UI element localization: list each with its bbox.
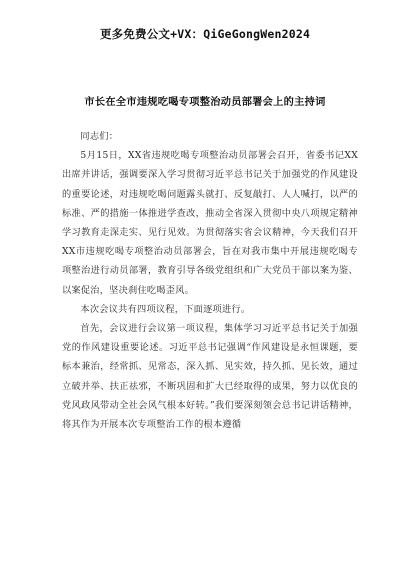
watermark-header: 更多免费公文+VX：QiGeGongWen2024 <box>99 27 311 41</box>
paragraph-1: 5月15日，XX省违规吃喝专项整治动员部署会召开，省委书记XX出席并讲话，强调要深入学习贯彻习近平总书记关于加强党的作风建设的重要论述，对违规吃喝问题露头就打、反复敲打、人人喊打，以严的标准、严的措施一体推进学查改，推动全省深入贯彻中央八项规定精神学习教育走深走实、见行见效。为贯彻落实省会议精神，今天我们召开XX市违规吃喝专项整治动员部署会，旨在对我市集中开展违规吃喝专项整治进行动员部署，教育引导各级党组织和广大党员干部以案为鉴、以案促治，坚决刹住吃喝歪风。 <box>62 150 358 296</box>
document-title: 市长在全市违规吃喝专项整治动员部署会上的主持词 <box>84 97 326 108</box>
document-body <box>62 127 358 434</box>
paragraph-3: 首先，会议进行会议第一项议程，集体学习习近平总书记关于加强党的作风建设重要论述。习近平总书记强调“作风建设是永恒课题，要标本兼治，经常抓、见常态，深入抓、见实效，持久抓、见长效，通过立破并举、扶正祛邪，不断巩固和扩大已经取得的成果，努力以优良的党风政风带动全社会风气根本好转。”我们要深刻领会总书记讲话精神，将其作为开展本次专项整治工作的根本遵循 <box>62 323 358 431</box>
paragraph-2: 本次会议共有四项议程，下面逐项进行。 <box>80 303 251 315</box>
salutation: 同志们： <box>80 131 119 142</box>
